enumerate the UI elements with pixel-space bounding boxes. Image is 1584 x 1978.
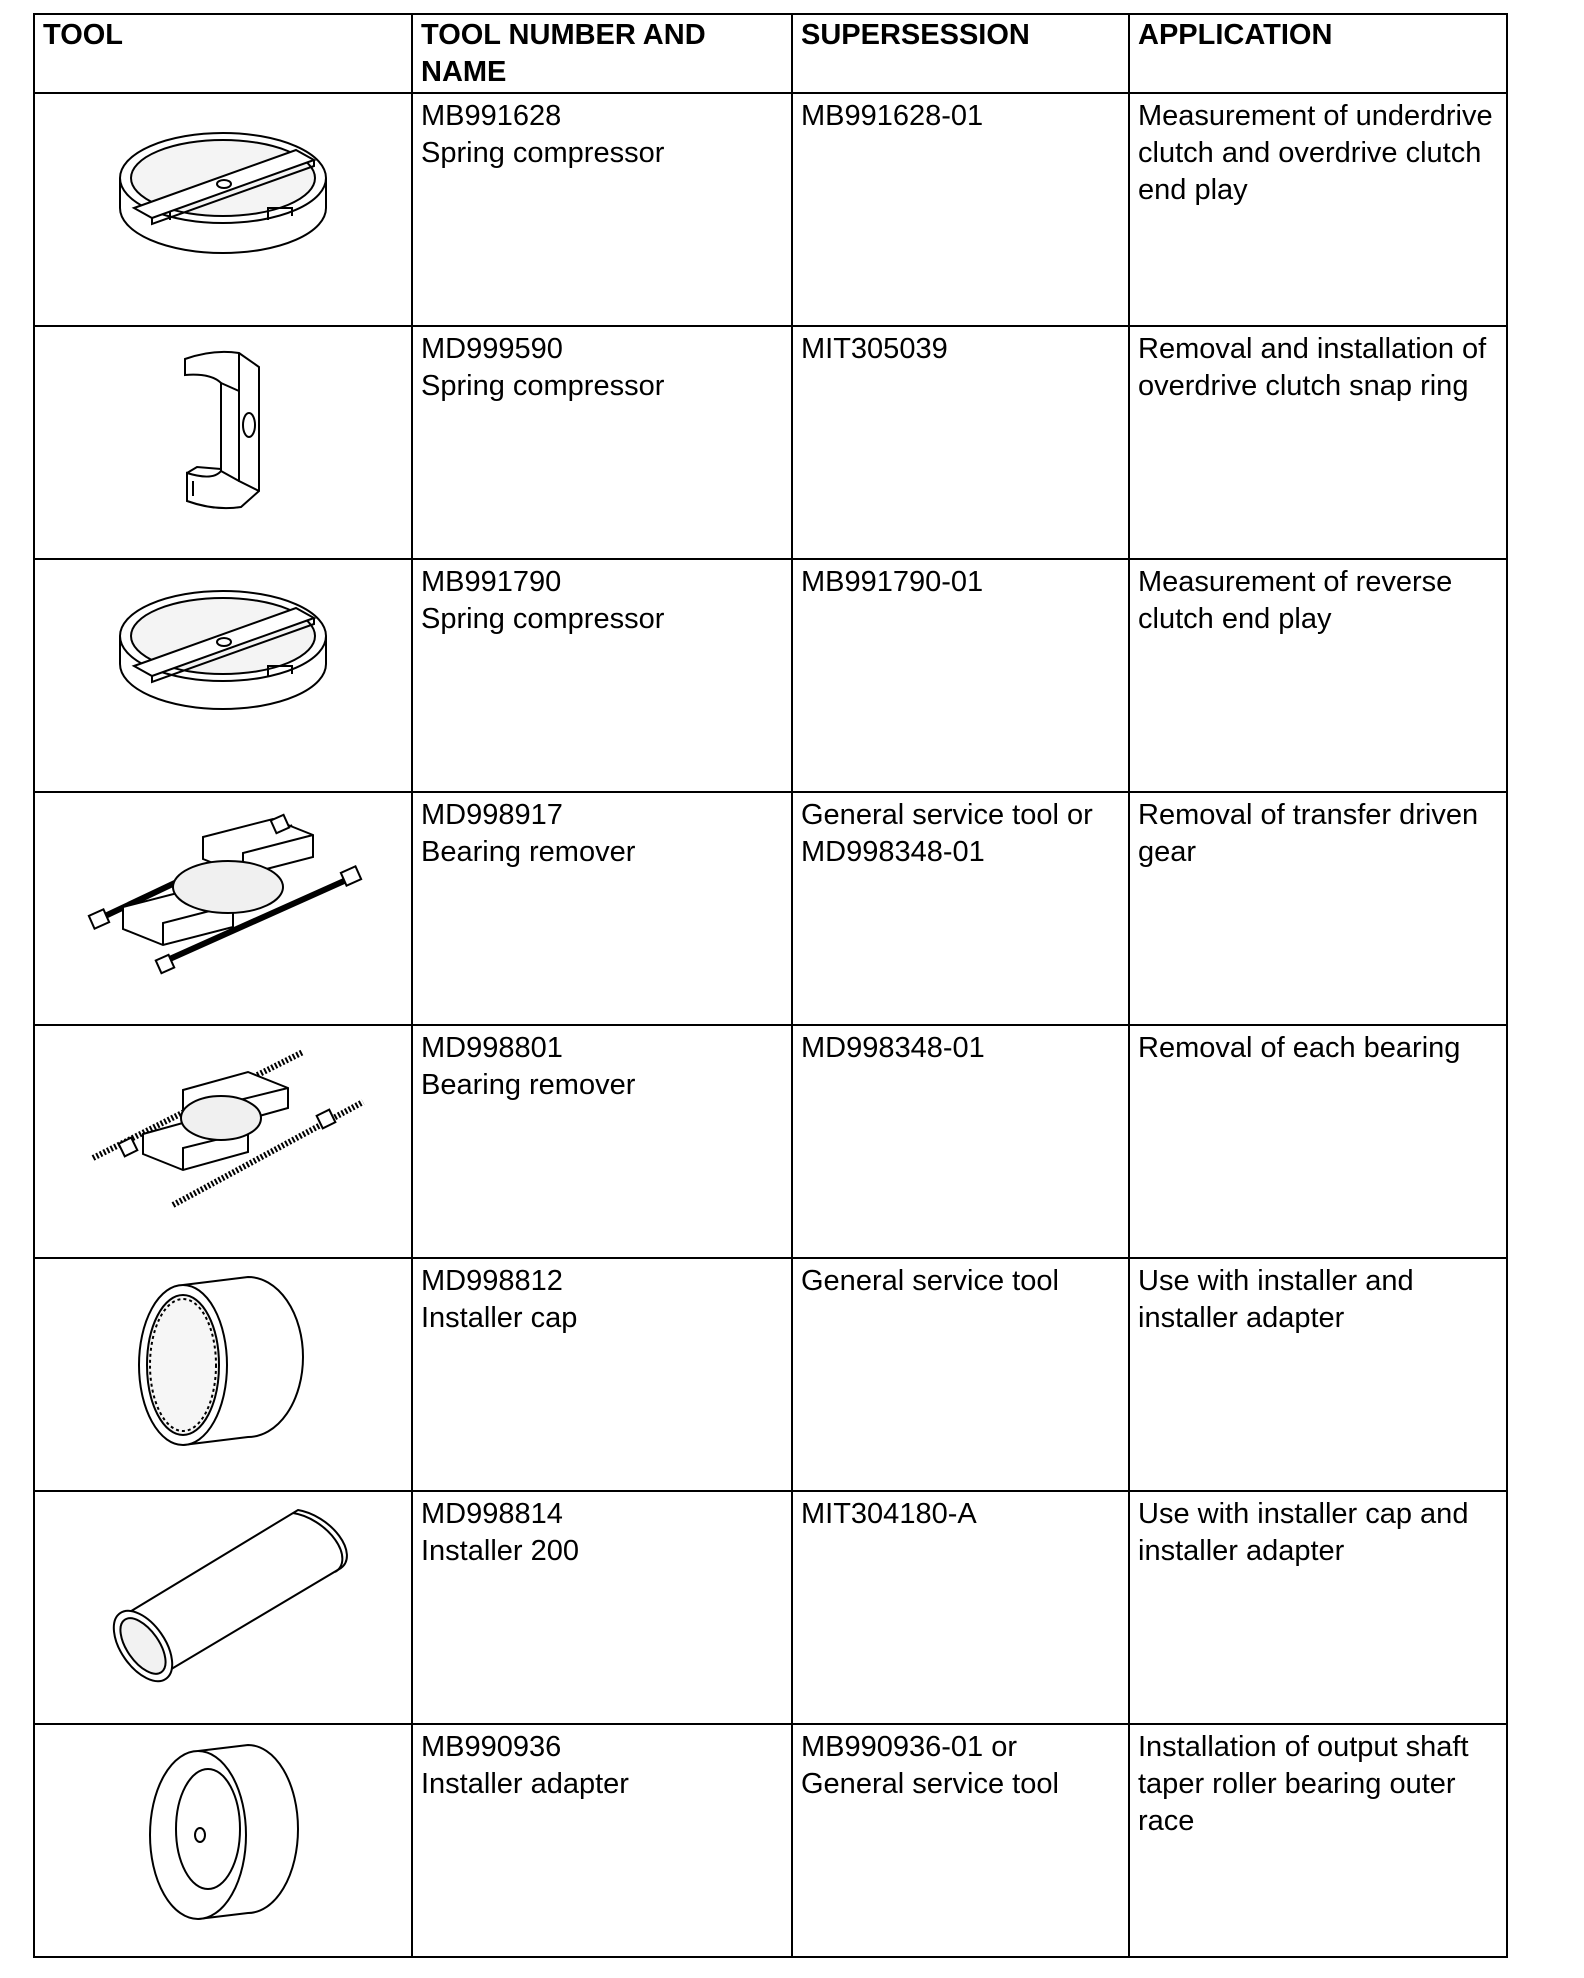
tool-number: MD998814 — [421, 1498, 563, 1530]
application-cell: Installation of output shaft taper roller bearing outer race — [1129, 1724, 1507, 1957]
tool-number-name-cell — [412, 1724, 792, 1957]
ring-spring-compressor-icon — [108, 98, 338, 278]
bearing-remover-icon — [63, 797, 383, 987]
tool-number: MB990936 — [421, 1731, 562, 1763]
tool-image-cell — [34, 559, 412, 792]
table-row — [34, 1724, 1507, 1957]
application-cell: Measurement of underdrive clutch and overdrive clutch end play — [1129, 93, 1507, 326]
application-cell: Removal of transfer driven gear — [1129, 792, 1507, 1025]
application-cell: Use with installer and installer adapter — [1129, 1258, 1507, 1491]
tool-number: MD998812 — [421, 1265, 563, 1297]
tool-number: MD999590 — [421, 333, 563, 365]
ring-spring-compressor-icon — [108, 564, 338, 734]
installer-adapter-icon — [138, 1729, 308, 1929]
tool-name: Spring compressor — [421, 603, 665, 635]
tool-image-cell — [34, 1258, 412, 1491]
bearing-remover-long-bolts-icon — [63, 1030, 383, 1220]
supersession-cell: MB990936-01 or General service tool — [792, 1724, 1129, 1957]
application-cell: Measurement of reverse clutch end play — [1129, 559, 1507, 792]
tool-number-name-cell — [412, 1491, 792, 1724]
tool-name: Installer 200 — [421, 1535, 579, 1567]
bracket-spring-compressor-icon — [163, 331, 283, 521]
supersession-cell: MD998348-01 — [792, 1025, 1129, 1258]
header-application: APPLICATION — [1129, 14, 1507, 93]
installer-tube-icon — [93, 1496, 353, 1696]
tool-number: MB991628 — [421, 100, 562, 132]
tool-number-name-cell — [412, 326, 792, 559]
supersession-cell: MB991790-01 — [792, 559, 1129, 792]
table-row — [34, 1258, 1507, 1491]
tool-number-name-cell — [412, 559, 792, 792]
tool-number-name-cell — [412, 792, 792, 1025]
supersession-cell: MIT305039 — [792, 326, 1129, 559]
header-supersession: SUPERSESSION — [792, 14, 1129, 93]
supersession-cell: General service tool or MD998348-01 — [792, 792, 1129, 1025]
installer-cap-icon — [128, 1263, 318, 1453]
tool-name: Bearing remover — [421, 1069, 636, 1101]
tool-image-cell — [34, 326, 412, 559]
tool-number: MD998801 — [421, 1032, 563, 1064]
table-row — [34, 1491, 1507, 1724]
supersession-cell: MIT304180-A — [792, 1491, 1129, 1724]
tool-image-cell — [34, 792, 412, 1025]
table-row — [34, 1025, 1507, 1258]
supersession-cell: MB991628-01 — [792, 93, 1129, 326]
table-header-row — [34, 14, 1507, 93]
tool-image-cell — [34, 93, 412, 326]
special-tools-table — [33, 13, 1508, 1958]
tool-image-cell — [34, 1491, 412, 1724]
header-tool: TOOL — [34, 14, 412, 93]
application-cell: Removal of each bearing — [1129, 1025, 1507, 1258]
header-tool-number-name: TOOL NUMBER AND NAME — [412, 14, 792, 93]
tool-number: MB991790 — [421, 566, 562, 598]
table-row — [34, 559, 1507, 792]
tool-name: Spring compressor — [421, 137, 665, 169]
table-row — [34, 792, 1507, 1025]
tool-number: MD998917 — [421, 799, 563, 831]
tool-name: Installer cap — [421, 1302, 578, 1334]
tool-number-name-cell — [412, 1025, 792, 1258]
table-row — [34, 326, 1507, 559]
supersession-cell: General service tool — [792, 1258, 1129, 1491]
tool-name: Spring compressor — [421, 370, 665, 402]
application-cell: Use with installer cap and installer adapter — [1129, 1491, 1507, 1724]
table-row — [34, 93, 1507, 326]
application-cell: Removal and installation of overdrive clutch snap ring — [1129, 326, 1507, 559]
tool-number-name-cell — [412, 1258, 792, 1491]
tool-image-cell — [34, 1724, 412, 1957]
tool-name: Installer adapter — [421, 1768, 629, 1800]
tool-name: Bearing remover — [421, 836, 636, 868]
tool-number-name-cell — [412, 93, 792, 326]
tool-image-cell — [34, 1025, 412, 1258]
